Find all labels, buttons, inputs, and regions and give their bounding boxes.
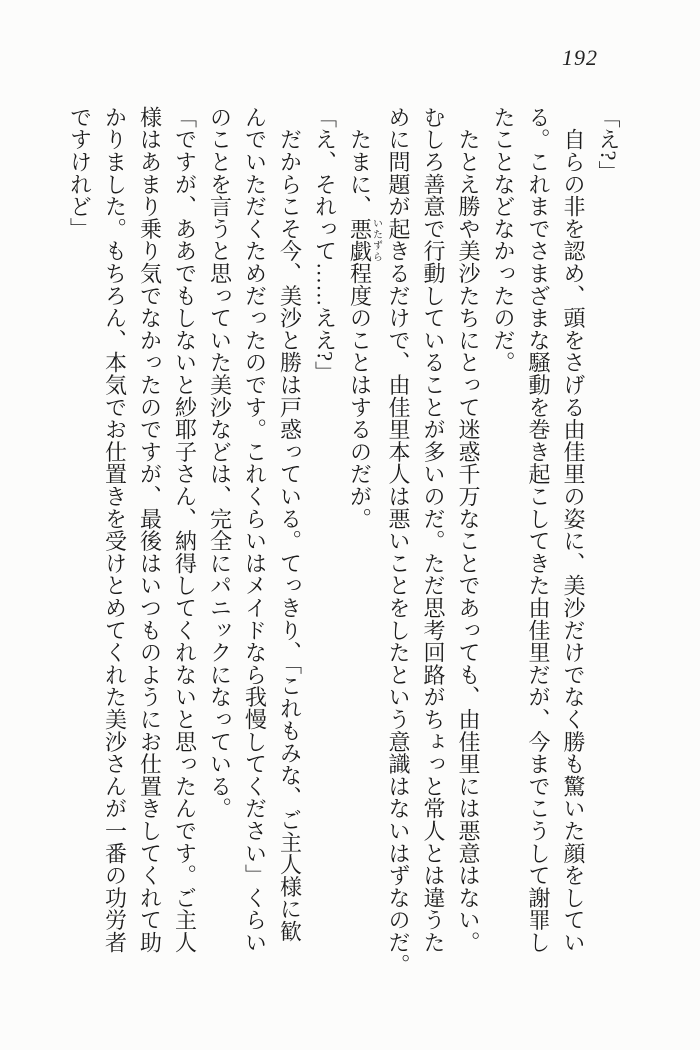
text-line: むしろ善意で行動していることが多いのだ。ただ思考回路がちょっと常人とは違うた [421, 106, 446, 954]
ruby-annotation [347, 217, 382, 263]
text-line: 「ですが、ああでもしないと紗耶子さん、納得してくれないと思ったんです。ご主人 [172, 106, 198, 954]
text-segment: たまに、 [347, 106, 373, 218]
text-line: 様はあまり乗り気でなかったのですが、最後はいつものようにお仕置きしてくれて助 [137, 106, 163, 954]
text-line: 「え?」 [596, 106, 621, 183]
text-line: たことなどなかったのだ。 [491, 106, 516, 374]
text-line: 「え、それって……ええ?」 [312, 106, 338, 384]
text-line-with-furigana [343, 106, 382, 1006]
text-line: めに問題が起きるだけで、由佳里本人は悪いことをしたという意識はないはずなのだ。 [386, 106, 411, 976]
ruby-base: 悪戯 [347, 217, 373, 263]
text-line: のことを言うと思っていた美沙などは、完全にパニックになっている。 [207, 106, 233, 820]
ruby-furigana: いたずら [370, 217, 382, 263]
text-line: かりました。もちろん、本気でお仕置きを受けとめてくれた美沙さんが一番の功労者 [102, 106, 128, 954]
text-segment: 程度のことはするのだが。 [347, 262, 373, 530]
text-line: 自らの非を認め、頭をさげる由佳里の姿に、美沙だけでなく勝も驚いた顔をしてい [561, 106, 586, 954]
page-number: 192 [562, 45, 598, 70]
text-line: る。これまでさまざまな騒動を巻き起こしてきた由佳里だが、今までこうして謝罪し [526, 106, 551, 954]
text-line: ですけれど」 [67, 106, 93, 240]
text-block [63, 106, 627, 1006]
text-line: だからこそ今、美沙と勝は戸惑っている。てっきり、「これもみな、ご主人様に歓 [277, 106, 303, 943]
text-line: んでいただくためだったのです。これくらいはメイドなら我慢してください」くらい [242, 106, 268, 954]
text-line: たとえ勝や美沙たちにとって迷惑千万なことであっても、由佳里には悪意はない。 [456, 106, 481, 954]
